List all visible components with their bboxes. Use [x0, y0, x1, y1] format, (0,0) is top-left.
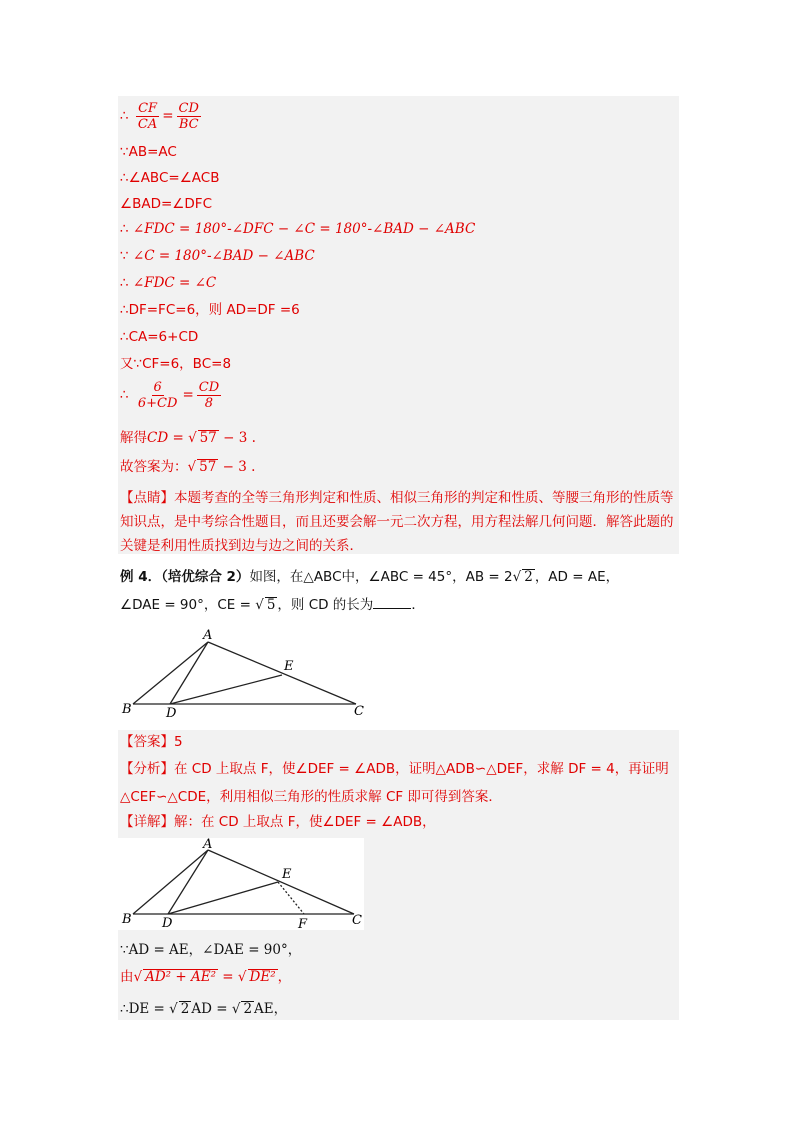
line-equation: ∴ $\frac{6}{6+CD}$ = $\frac{CD}{8}$	[120, 379, 220, 411]
line-angle-abc: ∴∠ABC=∠ACB	[120, 170, 220, 186]
line-ab-ac: ∵AB=AC	[120, 144, 177, 160]
fraction: $\frac{CD}{BC}$	[178, 100, 199, 132]
label-c: C	[354, 704, 364, 719]
segment-ab	[133, 850, 208, 914]
therefore-symbol: ∴	[120, 108, 129, 124]
segment-de	[170, 675, 282, 704]
segment-ad	[170, 642, 208, 704]
answer-blank	[373, 596, 411, 609]
label-b: B	[122, 912, 132, 927]
label-d: D	[162, 916, 173, 930]
analysis-paragraph: 【分析】在 CD 上取点 F，使∠DEF = ∠ADB，证明△ADB∽△DEF，求解 DF = 4，再证明△CEF∽△CDE，利用相似三角形的性质求解 CF 即可得到答案．	[120, 761, 669, 805]
solution-line-de: ∴DE = √ 2 AD = √ 2 AE，	[120, 1001, 288, 1017]
line-cf-bc: 又∵CF=6，BC=8	[120, 356, 232, 372]
line-solve: 解得CD = √ 57 − 3 .	[120, 430, 256, 446]
label-e: E	[282, 867, 292, 882]
label-f: F	[298, 917, 308, 930]
example-label: 例 4．（培优综合 2）	[120, 569, 250, 585]
fraction: $\frac{CF}{CA}$	[137, 100, 158, 132]
comment-paragraph: 【点睛】本题考查的全等三角形判定和性质、相似三角形的判定和性质、等腰三角形的性质等知识点，是中考综合性题目，而且还要会解一元二次方程，用方程法解几何问题．解答此题的关键是利用性质找到边与边之间的关系．	[120, 490, 674, 554]
label-a: A	[203, 838, 213, 852]
segment-ab	[133, 642, 208, 704]
label-e: E	[284, 659, 294, 674]
line-answer: 故答案为：√ 57 − 3 .	[120, 459, 256, 475]
label-b: B	[122, 702, 132, 717]
segment-ac	[208, 850, 354, 914]
solution-line-pythagoras: 由√ AD² + AE² = √ DE² ，	[120, 969, 292, 985]
line-angle-c: ∵ ∠C = 180°-∠BAD − ∠ABC	[120, 248, 315, 264]
line-fdc-eq-c: ∴ ∠FDC = ∠C	[120, 275, 217, 291]
line-ca: ∴CA=6+CD	[120, 329, 199, 345]
label-c: C	[352, 913, 362, 928]
segment-ac	[208, 642, 356, 704]
answer-line: 【答案】5	[120, 734, 183, 750]
label-a: A	[203, 628, 213, 643]
example-problem: 例 4．（培优综合 2）如图，在△ABC中，∠ABC = 45°，AB = 2√ 2 ，AD = AE， ∠DAE = 90°，CE = √ 5 ，则 CD 的长为 ．	[120, 569, 620, 613]
label-d: D	[166, 706, 177, 720]
triangle-figure-1	[118, 628, 378, 720]
line-angle-bad: ∠BAD=∠DFC	[120, 196, 212, 212]
line-angle-fdc: ∴ ∠FDC = 180°-∠DFC − ∠C = 180°-∠BAD − ∠ABC	[120, 221, 476, 237]
line-df-fc: ∴DF=FC=6，则 AD=DF =6	[120, 302, 300, 318]
solution-line-ad-ae: ∵AD = AE，∠DAE = 90°，	[120, 942, 302, 958]
triangle-figure-2	[118, 838, 364, 930]
line-cf-ca-ratio: ∴ $\frac{CF}{CA}$ = $\frac{CD}{BC}$	[120, 100, 199, 132]
detail-line: 【详解】解：在 CD 上取点 F，使∠DEF = ∠ADB，	[120, 814, 436, 830]
